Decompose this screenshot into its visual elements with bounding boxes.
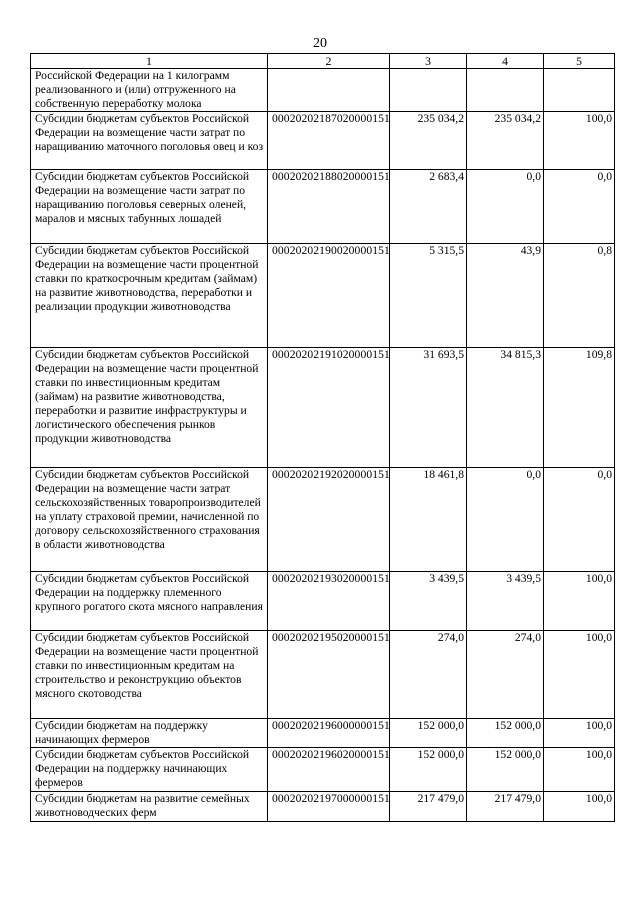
table-row — [31, 572, 615, 631]
row-actual: 0,0 — [467, 468, 544, 572]
column-header: 4 — [467, 54, 544, 69]
row-plan: 152 000,0 — [390, 748, 467, 792]
row-name: Субсидии бюджетам на поддержку начинающих фермеров — [31, 719, 268, 748]
budget-table — [30, 53, 615, 822]
table-row — [31, 348, 615, 468]
row-plan: 274,0 — [390, 631, 467, 719]
row-plan: 217 479,0 — [390, 792, 467, 822]
row-actual: 3 439,5 — [467, 572, 544, 631]
row-actual: 43,9 — [467, 244, 544, 348]
row-percent: 0,0 — [544, 170, 615, 244]
row-percent: 0,8 — [544, 244, 615, 348]
row-percent: 100,0 — [544, 792, 615, 822]
row-percent: 100,0 — [544, 631, 615, 719]
table-row — [31, 244, 615, 348]
table-row — [31, 792, 615, 822]
row-name: Субсидии бюджетам субъектов Российской Федерации на возмещение части процентной ставки по инвестиционным кредитам (займам) на развитие животноводства, переработки и развитие инфраструктуры и логистического обеспечения рынков продукции животноводства — [31, 348, 268, 468]
row-code: 00020202187020000151 — [268, 112, 390, 170]
row-actual: 152 000,0 — [467, 748, 544, 792]
row-percent: 109,8 — [544, 348, 615, 468]
column-header: 5 — [544, 54, 615, 69]
row-name: Российской Федерации на 1 килограмм реализованного и (или) отгруженного на собственную переработку молока — [31, 69, 268, 112]
row-code: 00020202192020000151 — [268, 468, 390, 572]
row-plan: 3 439,5 — [390, 572, 467, 631]
row-code — [268, 69, 390, 112]
column-header: 3 — [390, 54, 467, 69]
column-header: 1 — [31, 54, 268, 69]
table-row — [31, 631, 615, 719]
row-plan: 31 693,5 — [390, 348, 467, 468]
table-row — [31, 468, 615, 572]
row-plan: 5 315,5 — [390, 244, 467, 348]
row-plan: 2 683,4 — [390, 170, 467, 244]
row-name: Субсидии бюджетам на развитие семейных животноводческих ферм — [31, 792, 268, 822]
table-row — [31, 112, 615, 170]
row-actual: 0,0 — [467, 170, 544, 244]
row-name: Субсидии бюджетам субъектов Российской Федерации на поддержку племенного крупного рогатого скота мясного направления — [31, 572, 268, 631]
row-name: Субсидии бюджетам субъектов Российской Федерации на возмещение части затрат по наращиванию поголовья северных оленей, маралов и мясных табунных лошадей — [31, 170, 268, 244]
row-code: 00020202197000000151 — [268, 792, 390, 822]
row-plan: 18 461,8 — [390, 468, 467, 572]
row-code: 00020202191020000151 — [268, 348, 390, 468]
table-row — [31, 69, 615, 112]
row-code: 00020202188020000151 — [268, 170, 390, 244]
row-actual — [467, 69, 544, 112]
table-row — [31, 719, 615, 748]
row-plan: 152 000,0 — [390, 719, 467, 748]
row-percent: 100,0 — [544, 112, 615, 170]
row-code: 00020202193020000151 — [268, 572, 390, 631]
table-header-row — [31, 54, 615, 69]
row-percent: 100,0 — [544, 719, 615, 748]
row-percent: 100,0 — [544, 572, 615, 631]
row-name: Субсидии бюджетам субъектов Российской Федерации на возмещение части процентной ставки по инвестиционным кредитам на строительство и реконструкцию объектов мясного скотоводства — [31, 631, 268, 719]
row-plan: 235 034,2 — [390, 112, 467, 170]
row-name: Субсидии бюджетам субъектов Российской Федерации на возмещение части затрат сельскохозяйственных товаропроизводителей на уплату страховой премии, начисленной по договору сельскохозяйственного страхования в области животноводства — [31, 468, 268, 572]
column-header: 2 — [268, 54, 390, 69]
row-code: 00020202195020000151 — [268, 631, 390, 719]
table-row — [31, 170, 615, 244]
row-code: 00020202190020000151 — [268, 244, 390, 348]
row-name: Субсидии бюджетам субъектов Российской Федерации на возмещение части затрат по наращиванию маточного поголовья овец и коз — [31, 112, 268, 170]
row-name: Субсидии бюджетам субъектов Российской Федерации на возмещение части процентной ставки по краткосрочным кредитам (займам) на развитие животноводства, переработки и реализации продукции животноводства — [31, 244, 268, 348]
row-plan — [390, 69, 467, 112]
row-actual: 217 479,0 — [467, 792, 544, 822]
row-percent: 100,0 — [544, 748, 615, 792]
row-percent: 0,0 — [544, 468, 615, 572]
row-actual: 235 034,2 — [467, 112, 544, 170]
row-code: 00020202196020000151 — [268, 748, 390, 792]
row-actual: 274,0 — [467, 631, 544, 719]
row-actual: 34 815,3 — [467, 348, 544, 468]
row-percent — [544, 69, 615, 112]
page-number: 20 — [313, 36, 327, 51]
row-actual: 152 000,0 — [467, 719, 544, 748]
table-row — [31, 748, 615, 792]
row-code: 00020202196000000151 — [268, 719, 390, 748]
row-name: Субсидии бюджетам субъектов Российской Федерации на поддержку начинающих фермеров — [31, 748, 268, 792]
